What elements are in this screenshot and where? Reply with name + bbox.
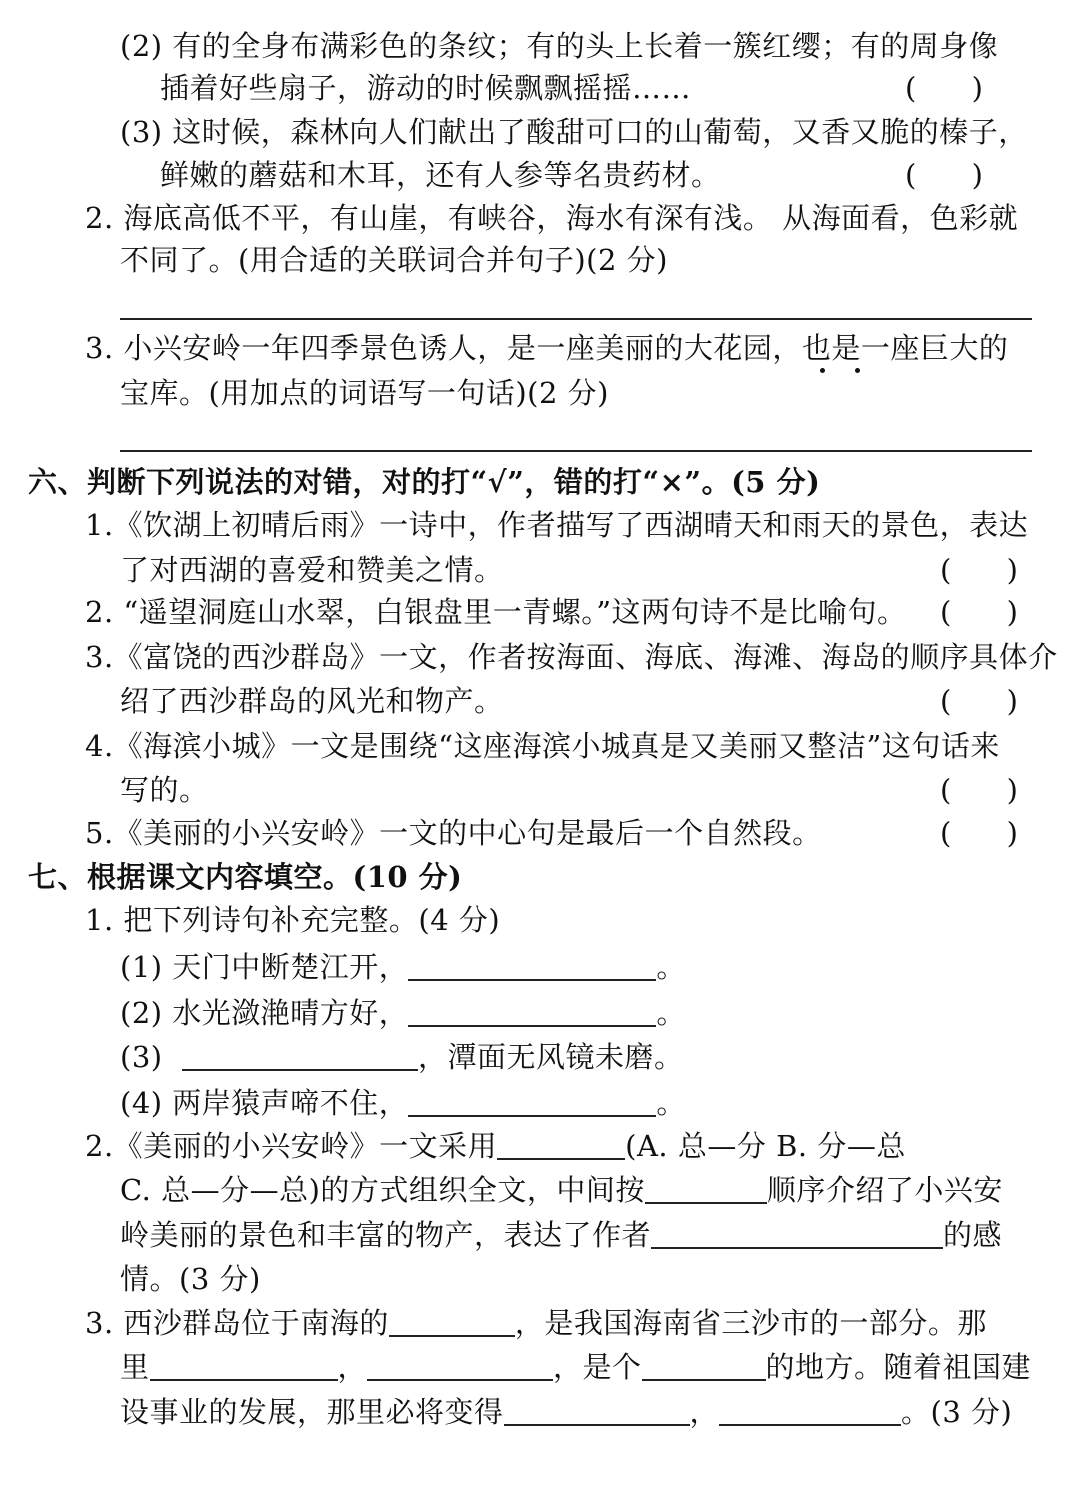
q2-blank-feeling[interactable] [651,1219,943,1249]
emphasis-dot [855,368,860,373]
s7-poem3 [120,1037,684,1077]
poem2-text: (2) 水光潋滟晴方好， [120,996,409,1030]
answer-paren[interactable]: ( ) [940,595,1018,629]
q2-text: 的感 [943,1218,1003,1252]
poem3-number: (3) [120,1040,163,1074]
q2-text: 岭美丽的景色和丰富的物产，表达了作者 [120,1218,652,1252]
period: 。 [656,1086,686,1120]
q3-text: 里 [120,1350,150,1384]
s6-item3-line2: 绍了西沙群岛的风光和物产。 [120,684,504,718]
poem1-text: (1) 天门中断楚江开， [120,950,409,984]
q1-item3-line2: 鲜嫩的蘑菇和木耳，还有人参等名贵药材。 [160,158,721,192]
poem2-blank[interactable] [408,997,656,1027]
poem3-text: ，潭面无风镜未磨。 [418,1040,684,1074]
q3-text: 设事业的发展，那里必将变得 [120,1395,504,1429]
s7-poem4 [120,1083,686,1123]
answer-paren[interactable]: ( ) [905,158,983,192]
q2-blank-order[interactable] [645,1174,767,1204]
q2-answer-line[interactable] [120,318,1032,320]
s7-q2-line2 [120,1170,1003,1210]
poem3-blank[interactable] [182,1041,418,1071]
s7-q2-line1 [85,1126,906,1166]
q3-blank-2[interactable] [367,1351,553,1381]
s6-item2: 2. “遥望洞庭山水翠，白银盘里一青螺。”这两句诗不是比喻句。 [85,595,907,629]
s7-q3-line1 [85,1303,987,1343]
s6-item3-line1: 3.《富饶的西沙群岛》一文，作者按海面、海底、海滩、海岛的顺序具体介 [85,640,1058,674]
q3-text: ， [689,1395,720,1429]
emphasis-dot [820,368,825,373]
q3-text: ， [337,1350,368,1384]
q2-options: (A. 总—分 B. 分—总 [625,1129,906,1163]
q3-blank-1[interactable] [150,1351,338,1381]
answer-paren[interactable]: ( ) [905,71,983,105]
q3-text: 。(3 分) [901,1395,1013,1429]
q3-text: 3. 西沙群岛位于南海的 [85,1306,389,1340]
q2-blank-method[interactable] [497,1130,625,1160]
poem4-text: (4) 两岸猿声啼不住， [120,1086,409,1120]
s6-item4-line2: 写的。 [120,773,209,807]
q3-blank-5[interactable] [719,1396,901,1426]
q1-item2-line2: 插着好些扇子，游动的时候飘飘摇摇…… [160,71,692,105]
q3-line2: 宝库。(用加点的词语写一句话)(2 分) [120,376,609,410]
q2-text: C. 总—分—总)的方式组织全文，中间按 [120,1173,645,1207]
q3-blank-3[interactable] [642,1351,766,1381]
q2-line2: 不同了。(用合适的关联词合并句子)(2 分) [120,243,668,277]
s7-q2-line4: 情。(3 分) [120,1262,261,1296]
s6-item1-line2: 了对西湖的喜爱和赞美之情。 [120,553,504,587]
s6-item1-line1: 1.《饮湖上初晴后雨》一诗中，作者描写了西湖晴天和雨天的景色，表达 [85,508,1029,542]
period: 。 [656,996,686,1030]
poem4-blank[interactable] [408,1087,656,1117]
q3-blank-location[interactable] [389,1307,515,1337]
answer-paren[interactable]: ( ) [940,816,1018,850]
s7-poem2 [120,993,686,1033]
q3-line1: 3. 小兴安岭一年四季景色诱人，是一座美丽的大花园，也是一座巨大的 [85,331,1009,365]
s7-q1-title: 1. 把下列诗句补充完整。(4 分) [85,903,501,937]
period: 。 [656,950,686,984]
s7-q2-line3 [120,1215,1002,1255]
q1-item2-line1: (2) 有的全身布满彩色的条纹；有的头上长着一簇红缨；有的周身像 [120,29,999,63]
q2-text: 顺序介绍了小兴安 [766,1173,1003,1207]
answer-paren[interactable]: ( ) [940,684,1018,718]
section6-title: 六、判断下列说法的对错，对的打“√”，错的打“×”。(5 分) [28,465,821,499]
section7-title: 七、根据课文内容填空。(10 分) [28,860,463,894]
q3-blank-4[interactable] [504,1396,690,1426]
s6-item5: 5.《美丽的小兴安岭》一文的中心句是最后一个自然段。 [85,816,822,850]
answer-paren[interactable]: ( ) [940,773,1018,807]
q2-text: 2.《美丽的小兴安岭》一文采用 [85,1129,498,1163]
q1-item3-line1: (3) 这时候，森林向人们献出了酸甜可口的山葡萄，又香又脆的榛子， [120,115,1028,149]
s6-item4-line1: 4.《海滨小城》一文是围绕“这座海滨小城真是又美丽又整洁”这句话来 [85,729,1000,763]
poem1-blank[interactable] [408,951,656,981]
s7-q3-line2 [120,1347,1031,1387]
q3-answer-line[interactable] [120,450,1032,452]
s7-poem1 [120,947,686,987]
q3-text: ，是我国海南省三沙市的一部分。那 [514,1306,987,1340]
q2-line1: 2. 海底高低不平，有山崖，有峡谷，海水有深有浅。 从海面看，色彩就 [85,201,1019,235]
q3-text: ，是个 [553,1350,642,1384]
answer-paren[interactable]: ( ) [940,553,1018,587]
s7-q3-line3 [120,1392,1012,1432]
q3-text: 的地方。随着祖国建 [765,1350,1032,1384]
